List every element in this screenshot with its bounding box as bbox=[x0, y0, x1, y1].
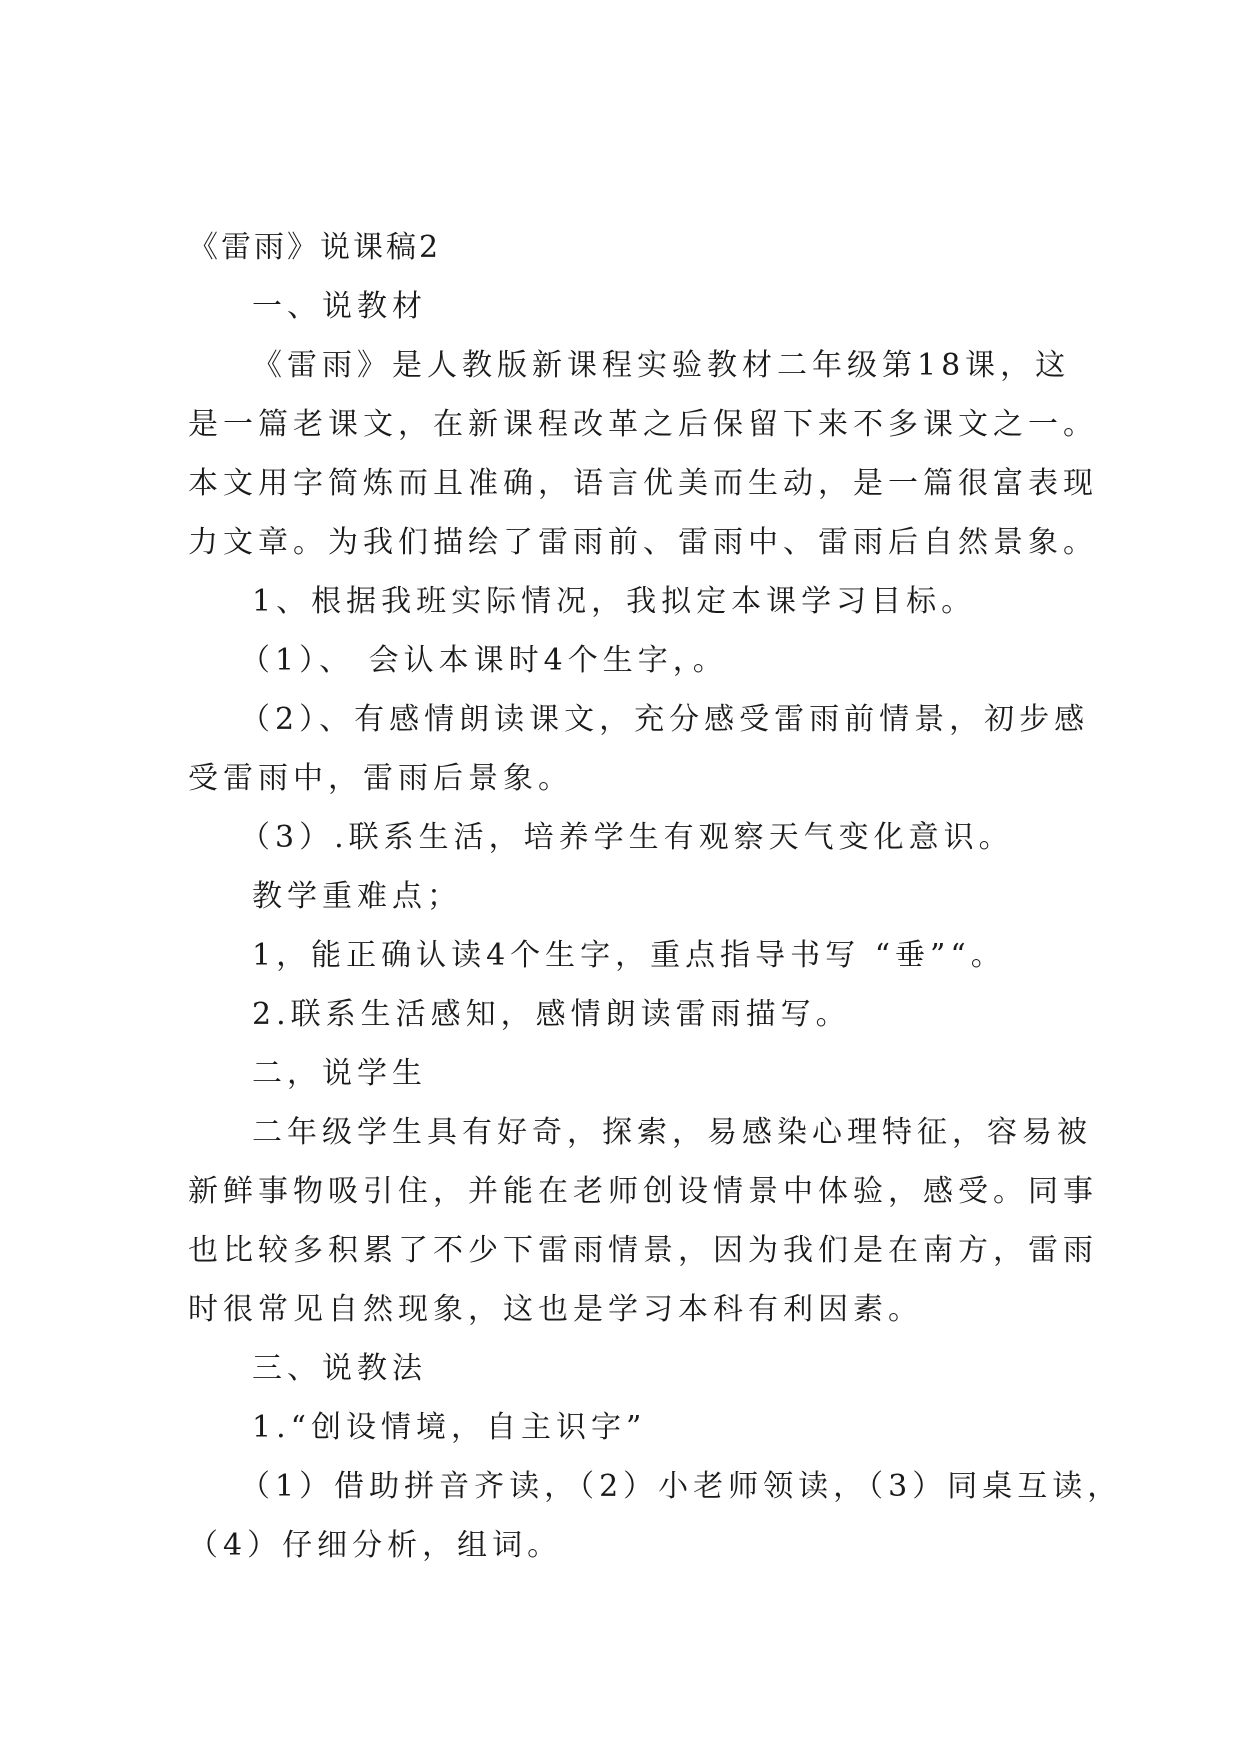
document-title: 《雷雨》说课稿2 bbox=[188, 230, 442, 265]
list-item: （2）、有感情朗读课文，充分感受雷雨前情景，初步感 bbox=[240, 702, 1090, 737]
section-heading-textbook: 一、说教材 bbox=[252, 289, 427, 324]
paragraph-line: 时很常见自然现象，这也是学习本科有利因素。 bbox=[188, 1292, 923, 1327]
list-item: （1）借助拼音齐读，（2）小老师领读，（3）同桌互读， bbox=[240, 1469, 1123, 1504]
list-item: 2.联系生活感知，感情朗读雷雨描写。 bbox=[252, 997, 851, 1032]
paragraph-line: 是一篇老课文，在新课程改革之后保留下来不多课文之一。 bbox=[188, 407, 1098, 442]
list-item: 1.“创设情境，自主识字” bbox=[252, 1410, 647, 1445]
document-body bbox=[188, 218, 1123, 1575]
paragraph-line: 也比较多积累了不少下雷雨情景，因为我们是在南方，雷雨 bbox=[188, 1233, 1098, 1268]
list-item: （1）、 会认本课时4个生字，。 bbox=[240, 643, 728, 678]
paragraph-line: 本文用字简炼而且准确，语言优美而生动，是一篇很富表现 bbox=[188, 466, 1098, 501]
section-heading-methods: 三、说教法 bbox=[252, 1351, 427, 1386]
paragraph-line: 受雷雨中，雷雨后景象。 bbox=[188, 761, 573, 796]
paragraph-line: （4）仔细分析，组词。 bbox=[188, 1528, 563, 1563]
paragraph-line: 新鲜事物吸引住，并能在老师创设情景中体验，感受。同事 bbox=[188, 1174, 1098, 1209]
paragraph-line: 《雷雨》是人教版新课程实验教材二年级第18课，这 bbox=[252, 348, 1071, 383]
subheading-key-points: 教学重难点； bbox=[252, 879, 462, 914]
paragraph-line: 1、根据我班实际情况，我拟定本课学习目标。 bbox=[252, 584, 977, 619]
paragraph-line: 二年级学生具有好奇，探索，易感染心理特征，容易被 bbox=[252, 1115, 1092, 1150]
list-item: 1，能正确认读4个生字，重点指导书写 “垂”“。 bbox=[252, 938, 1006, 973]
section-heading-students: 二，说学生 bbox=[252, 1056, 427, 1091]
paragraph-line: 力文章。为我们描绘了雷雨前、雷雨中、雷雨后自然景象。 bbox=[188, 525, 1098, 560]
list-item: （3）.联系生活，培养学生有观察天气变化意识。 bbox=[240, 820, 1014, 855]
